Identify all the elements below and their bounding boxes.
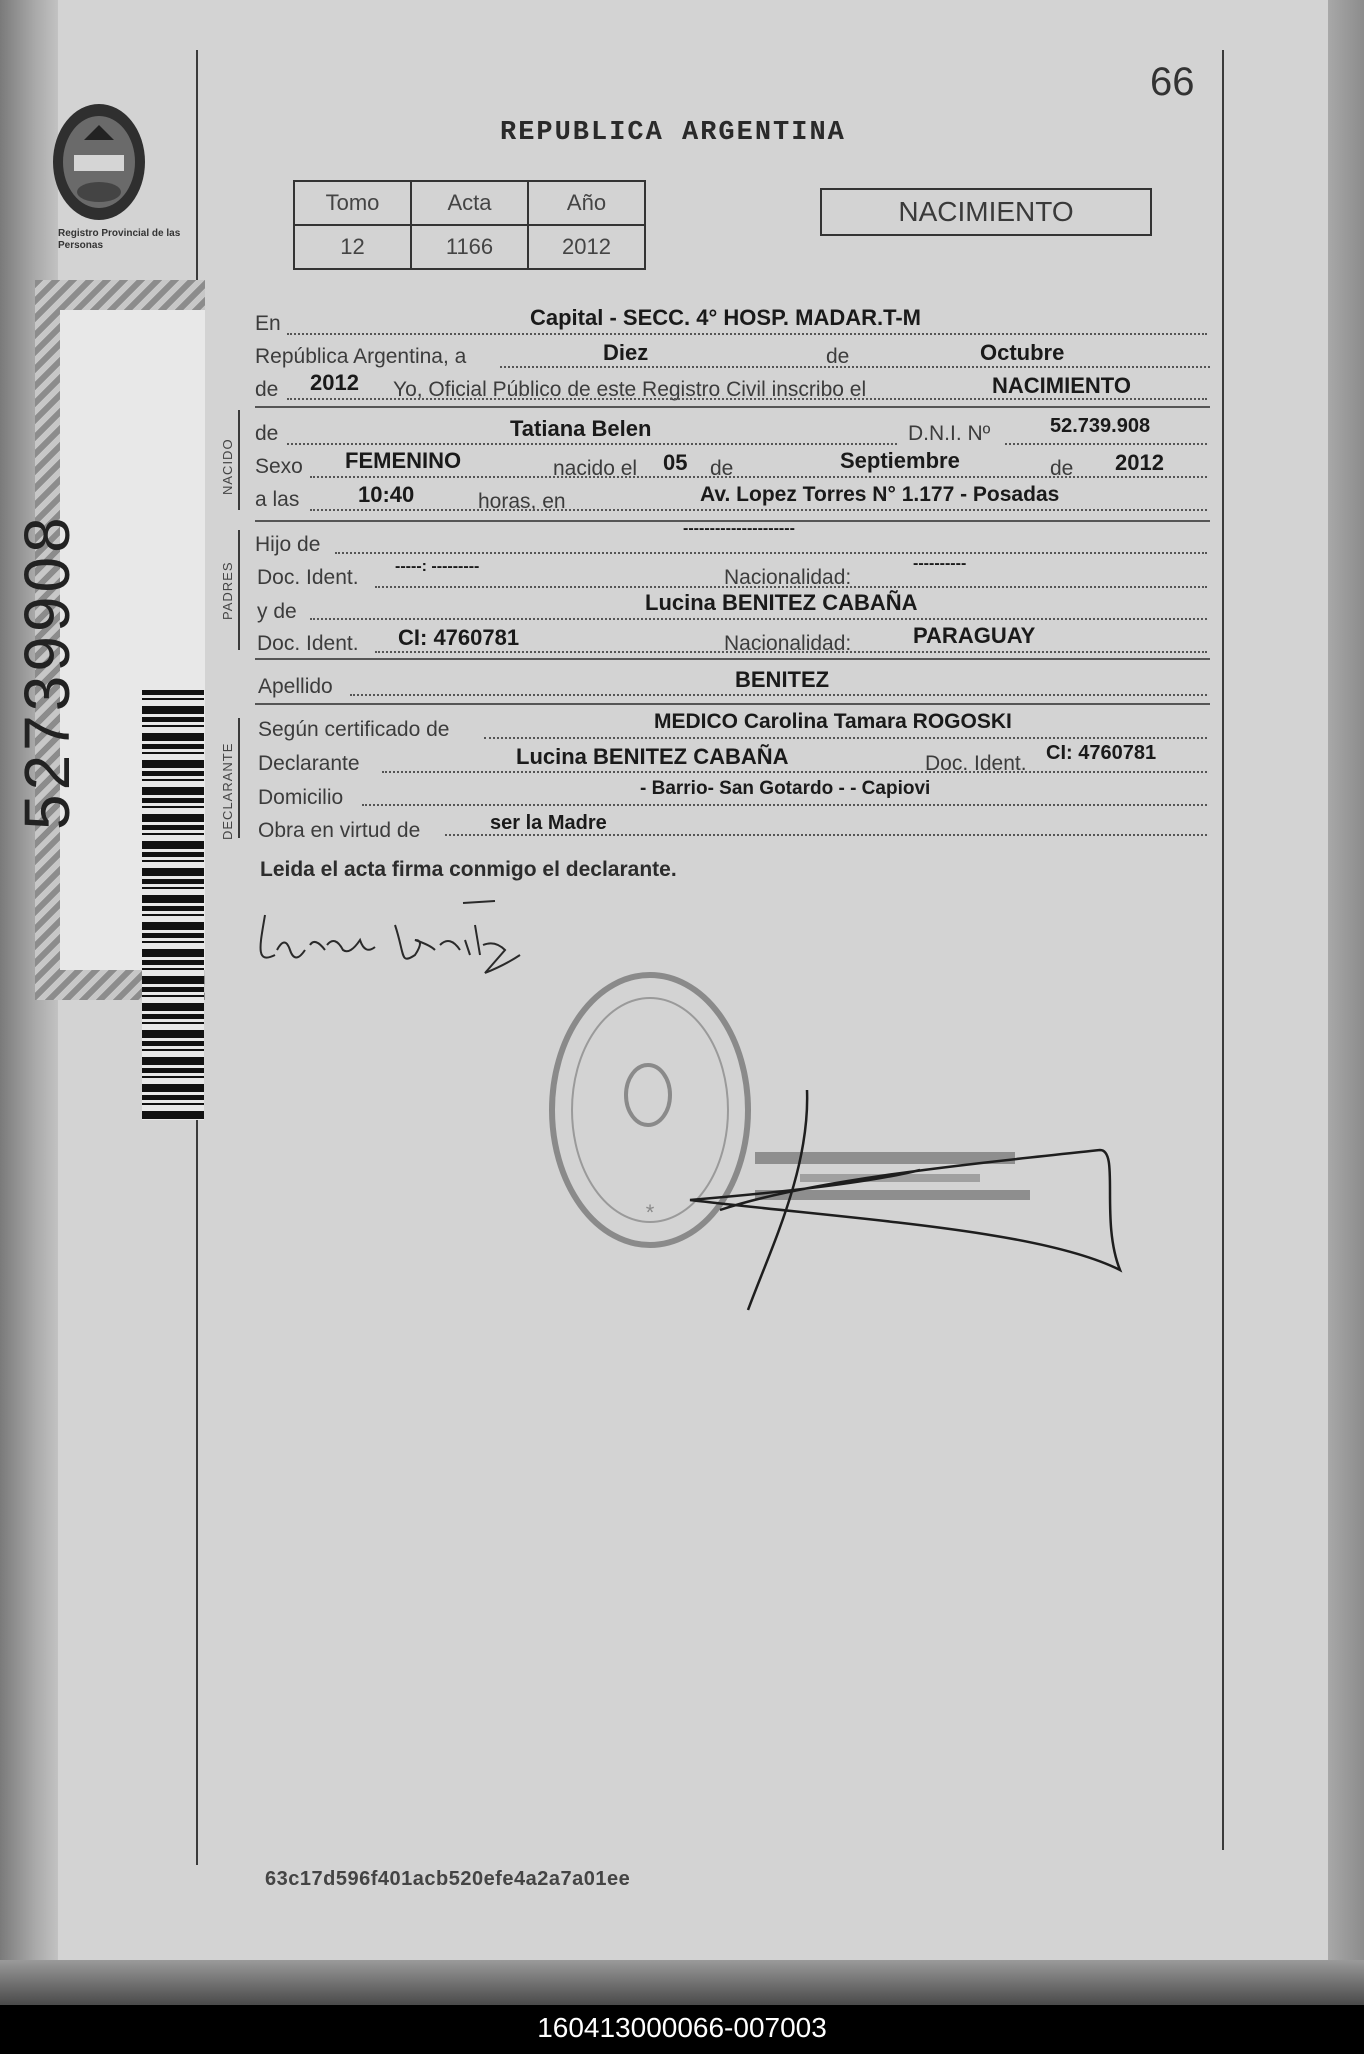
dotted-line bbox=[445, 834, 1207, 836]
dotted-line bbox=[382, 771, 1207, 773]
label-de-2: de bbox=[710, 457, 734, 480]
dotted-line bbox=[287, 333, 1207, 335]
page-title: REPUBLICA ARGENTINA bbox=[500, 118, 846, 148]
dotted-line bbox=[350, 694, 1207, 696]
dotted-line bbox=[335, 552, 1207, 554]
officer-signature bbox=[660, 1090, 1130, 1320]
value-hijo: --------------------- bbox=[683, 520, 795, 537]
value-dni: 52.739.908 bbox=[1050, 415, 1151, 437]
value-mother-nac: PARAGUAY bbox=[913, 623, 1036, 648]
dotted-line bbox=[310, 509, 1207, 511]
section-divider bbox=[255, 658, 1210, 660]
closing-statement: Leida el acta firma conmigo el declarante. bbox=[260, 858, 677, 881]
section-divider bbox=[255, 703, 1210, 705]
value-obra: ser la Madre bbox=[490, 812, 607, 834]
value-month: Octubre bbox=[980, 340, 1065, 365]
value-decl-doc: CI: 4760781 bbox=[1046, 742, 1157, 764]
label-cert: Según certificado de bbox=[258, 718, 450, 741]
section-rule bbox=[238, 410, 240, 510]
label-father-nac: Nacionalidad: bbox=[724, 566, 852, 589]
label-oficial: Yo, Oficial Público de este Registro Civil inscribo el bbox=[393, 378, 867, 401]
document-hash: 63c17d596f401acb520efe4a2a7a01ee bbox=[265, 1868, 631, 1890]
dotted-line bbox=[500, 366, 1210, 368]
label-hijo: Hijo de bbox=[255, 533, 321, 556]
section-label-nacido: NACIDO bbox=[220, 438, 235, 495]
value-en: Capital - SECC. 4° HOSP. MADAR.T-M bbox=[530, 305, 921, 330]
section-label-padres: PADRES bbox=[220, 561, 235, 620]
label-obra: Obra en virtud de bbox=[258, 819, 421, 842]
value-birth-month: Septiembre bbox=[840, 448, 960, 473]
value-birth-day: 05 bbox=[663, 450, 688, 475]
svg-text:*: * bbox=[645, 1200, 655, 1225]
barcode-bars bbox=[142, 690, 204, 1120]
value-mother: Lucina BENITEZ CABAÑA bbox=[645, 590, 918, 615]
label-declarante: Declarante bbox=[258, 752, 360, 775]
label-dni: D.N.I. Nº bbox=[908, 422, 991, 445]
value-birth-place: Av. Lopez Torres N° 1.177 - Posadas bbox=[700, 483, 1060, 506]
label-domicilio: Domicilio bbox=[258, 786, 344, 809]
section-label-declarante: DECLARANTE bbox=[220, 742, 235, 840]
book-bottom-edge bbox=[0, 1960, 1364, 2005]
barcode-number: 52739908 bbox=[11, 513, 83, 830]
label-alas: a las bbox=[255, 488, 300, 511]
label-en: En bbox=[255, 312, 281, 335]
dotted-line bbox=[484, 737, 1207, 739]
value-acta: 1166 bbox=[411, 225, 528, 269]
header-tomo: Tomo bbox=[294, 181, 411, 225]
label-decl-doc: Doc. Ident. bbox=[925, 752, 1027, 775]
page-right-rule bbox=[1222, 50, 1224, 1850]
label-yde: y de bbox=[257, 600, 297, 623]
value-act: NACIMIENTO bbox=[992, 373, 1131, 398]
value-mother-doc: CI: 4760781 bbox=[398, 625, 520, 650]
section-divider bbox=[255, 406, 1210, 408]
page-edge bbox=[1328, 0, 1364, 1980]
label-year-de: de bbox=[255, 378, 279, 401]
label-apellido: Apellido bbox=[258, 675, 333, 698]
label-mother-nac: Nacionalidad: bbox=[724, 632, 852, 655]
label-horas: horas, en bbox=[478, 490, 566, 513]
label-name-de: de bbox=[255, 422, 279, 445]
record-type-box: NACIMIENTO bbox=[820, 188, 1152, 236]
label-de: de bbox=[826, 345, 850, 368]
value-tomo: 12 bbox=[294, 225, 411, 269]
value-cert: MEDICO Carolina Tamara ROGOSKI bbox=[654, 710, 1012, 733]
label-de-3: de bbox=[1050, 457, 1074, 480]
page-number: 66 bbox=[1150, 60, 1195, 104]
label-mother-doc: Doc. Ident. bbox=[257, 632, 359, 655]
label-father-doc: Doc. Ident. bbox=[257, 566, 359, 589]
dotted-line bbox=[1005, 443, 1207, 445]
header-acta: Acta bbox=[411, 181, 528, 225]
value-father-doc: -----: --------- bbox=[395, 558, 480, 575]
seal-caption: Registro Provincial de las Personas bbox=[58, 228, 181, 251]
section-rule bbox=[238, 530, 240, 650]
value-year: 2012 bbox=[310, 370, 359, 395]
label-sexo: Sexo bbox=[255, 455, 303, 478]
value-father-nac: ---------- bbox=[913, 555, 967, 572]
dotted-line bbox=[287, 443, 897, 445]
value-time: 10:40 bbox=[358, 482, 415, 507]
dotted-line bbox=[310, 476, 1207, 478]
value-ano: 2012 bbox=[528, 225, 645, 269]
dotted-line bbox=[362, 804, 1207, 806]
section-rule bbox=[238, 718, 240, 838]
header-ano: Año bbox=[528, 181, 645, 225]
value-domicilio: - Barrio- San Gotardo - - Capiovi bbox=[640, 778, 931, 799]
value-birth-year: 2012 bbox=[1115, 450, 1164, 475]
register-table bbox=[293, 180, 646, 270]
value-sexo: FEMENINO bbox=[345, 448, 462, 473]
value-apellido: BENITEZ bbox=[735, 667, 830, 692]
dotted-line bbox=[375, 651, 1207, 653]
dotted-line bbox=[375, 586, 1207, 588]
label-republica: República Argentina, a bbox=[255, 345, 467, 368]
dotted-line bbox=[310, 618, 1207, 620]
value-day: Diez bbox=[603, 340, 649, 365]
value-name: Tatiana Belen bbox=[510, 416, 652, 441]
provincial-seal-icon bbox=[44, 100, 154, 225]
label-nacido: nacido el bbox=[553, 457, 638, 480]
value-declarante: Lucina BENITEZ CABAÑA bbox=[516, 744, 789, 769]
footer-id: 160413000066-007003 bbox=[537, 2012, 827, 2043]
